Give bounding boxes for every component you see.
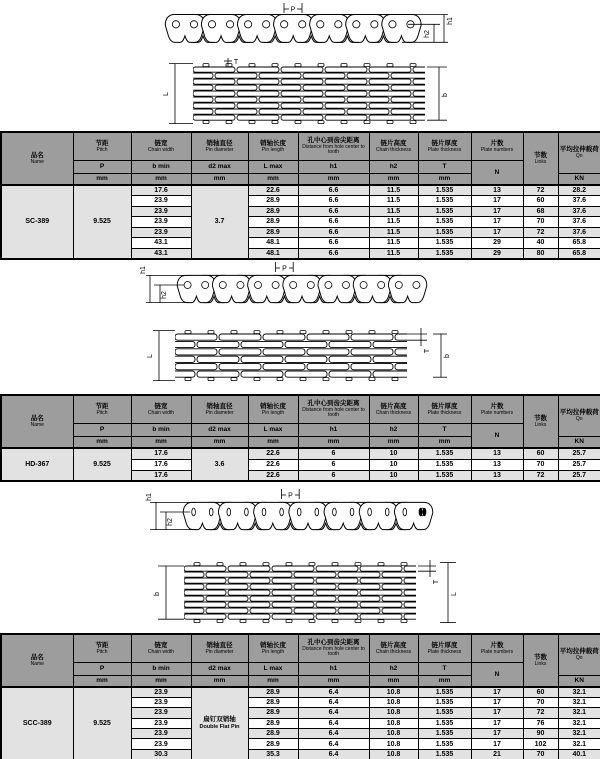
unit-mm: mm: [191, 675, 248, 687]
sc389-plan-view-diagram: [155, 57, 455, 130]
chain-width-cell: 23.9: [131, 687, 191, 697]
cell: 1.535: [418, 459, 471, 470]
cell: 28.9: [248, 227, 298, 238]
cell: 10.8: [369, 687, 418, 697]
scc389-side-view-diagram: [140, 486, 475, 552]
col-header-load: 平均拉伸载荷 Qo: [558, 132, 600, 173]
unit-mm: mm: [248, 675, 298, 687]
cell: 37.6: [558, 227, 600, 238]
col-name-en: Name: [30, 158, 44, 165]
col-header-name: 品名 Name: [1, 634, 73, 687]
sym-plate-numbers: N: [471, 423, 523, 448]
cell: 28.9: [248, 708, 298, 718]
unit-mm: mm: [418, 173, 471, 185]
unit-mm: mm: [298, 675, 369, 687]
cell: 80: [523, 248, 558, 259]
sym-plate-numbers: N: [471, 160, 523, 185]
chain-width-cell: 23.9: [131, 206, 191, 217]
sym-plate-thickness: T: [418, 662, 471, 675]
cell: 17: [471, 206, 523, 217]
unit-mm: mm: [73, 436, 131, 448]
col-header-chain-width: 链宽 Chain width: [131, 395, 191, 423]
cell: 48.1: [248, 248, 298, 259]
sym-plate-thickness: T: [418, 423, 471, 436]
sym-chain-width: b min: [131, 662, 191, 675]
hd367-plan-view-diagram: [145, 326, 465, 390]
col-header-pitch: 节距 Pitch: [73, 634, 131, 662]
dim-label-h2: h2: [424, 30, 431, 38]
product-name-cell: SCC-389: [1, 687, 73, 759]
cell: 22.6: [248, 448, 298, 459]
cell: 1.535: [418, 749, 471, 759]
table-body: [1, 687, 600, 759]
col-header-pin-diameter: 销轴直径 Pin diameter: [191, 132, 248, 160]
table-body: [1, 185, 600, 259]
cell: 90: [523, 729, 558, 739]
col-header-plate-numbers: 片数 Plate numbers: [471, 395, 523, 423]
cell: 1.535: [418, 718, 471, 728]
sym-plate-numbers: N: [471, 662, 523, 687]
cell: 6.6: [298, 206, 369, 217]
cell: 28.9: [248, 729, 298, 739]
unit-kn: KN: [558, 173, 600, 185]
cell: 28.9: [248, 697, 298, 707]
col-header-distance: 孔中心到齿尖距离 Distance from hole center to tooth: [298, 132, 369, 160]
cell: 72: [523, 470, 558, 481]
col-header-links: 节数 Links: [523, 395, 558, 448]
cell: 1.535: [418, 196, 471, 207]
unit-mm: mm: [131, 436, 191, 448]
chain-width-cell: 23.9: [131, 697, 191, 707]
unit-mm: mm: [369, 173, 418, 185]
cell: 6.6: [298, 217, 369, 228]
cell: 6.6: [298, 196, 369, 207]
unit-mm: mm: [191, 173, 248, 185]
cell: 10.8: [369, 708, 418, 718]
chain-width-cell: 30.3: [131, 749, 191, 759]
cell: 25.7: [558, 459, 600, 470]
cell: 72: [523, 185, 558, 196]
chain-width-cell: 23.9: [131, 739, 191, 749]
chain-width-cell: 17.6: [131, 448, 191, 459]
cell: 1.535: [418, 729, 471, 739]
col-header-plate-numbers: 片数 Plate numbers: [471, 634, 523, 662]
table-row: [1, 687, 600, 697]
cell: 11.5: [369, 206, 418, 217]
table-body: [1, 448, 600, 481]
col-header-plate-numbers: 片数 Plate numbers: [471, 132, 523, 160]
cell: 65.8: [558, 238, 600, 249]
cell: 21: [471, 749, 523, 759]
dim-label-b: b: [442, 93, 449, 97]
sym-chain-width: b min: [131, 160, 191, 173]
cell: 1.535: [418, 448, 471, 459]
cell: 13: [471, 459, 523, 470]
chain-width-cell: 23.9: [131, 708, 191, 718]
col-header-pin-diameter: 销轴直径 Pin diameter: [191, 634, 248, 662]
cell: 10: [369, 459, 418, 470]
col-header-plate-thickness: 链片厚度 Plate thickness: [418, 634, 471, 662]
unit-mm: mm: [73, 173, 131, 185]
cell: 40: [523, 238, 558, 249]
cell: 65.8: [558, 248, 600, 259]
col-header-load: 平均拉伸载荷 Qo: [558, 395, 600, 436]
cell: 17: [471, 697, 523, 707]
cell: 13: [471, 448, 523, 459]
cell: 10: [369, 448, 418, 459]
dim-label-h2: h2: [167, 518, 174, 526]
col-header-chain-thickness: 链片高度 Chain thickness: [369, 395, 418, 423]
cell: 11.5: [369, 217, 418, 228]
cell: 28.2: [558, 185, 600, 196]
dim-label-p: P: [290, 6, 296, 14]
cell: 28.9: [248, 196, 298, 207]
cell: 1.535: [418, 217, 471, 228]
pin-diameter-cn: 扁钉双销轴: [203, 716, 236, 724]
cell: 6: [298, 459, 369, 470]
cell: 6.4: [298, 687, 369, 697]
cell: 10.8: [369, 739, 418, 749]
sym-pin-length: L max: [248, 423, 298, 436]
sym-chain-thickness: h2: [369, 160, 418, 173]
cell: 6.4: [298, 718, 369, 728]
cell: 1.535: [418, 697, 471, 707]
col-header-chain-thickness: 链片高度 Chain thickness: [369, 132, 418, 160]
chain-width-cell: 23.9: [131, 217, 191, 228]
cell: 11.5: [369, 248, 418, 259]
cell: 1.535: [418, 185, 471, 196]
cell: 68: [523, 206, 558, 217]
cell: 72: [523, 227, 558, 238]
unit-mm: mm: [248, 436, 298, 448]
cell: 11.5: [369, 238, 418, 249]
cell: 10.8: [369, 749, 418, 759]
black-flat-pin: [423, 508, 427, 516]
sym-pin-length: L max: [248, 160, 298, 173]
unit-mm: mm: [73, 675, 131, 687]
pitch-cell: 9.525: [73, 687, 131, 759]
chain-width-cell: 43.1: [131, 238, 191, 249]
col-header-plate-thickness: 链片厚度 Plate thickness: [418, 395, 471, 423]
spec-table-sc-389: [0, 131, 600, 260]
col-name-cn: 品名: [30, 151, 44, 159]
pitch-cell: 9.525: [73, 185, 131, 259]
table-row: [1, 448, 600, 459]
cell: 17: [471, 718, 523, 728]
cell: 13: [471, 185, 523, 196]
cell: 70: [523, 749, 558, 759]
cell: 60: [523, 448, 558, 459]
col-header-distance: 孔中心到齿尖距离 Distance from hole center to tooth: [298, 395, 369, 423]
cell: 1.535: [418, 470, 471, 481]
cell: 28.9: [248, 718, 298, 728]
cell: 37.6: [558, 217, 600, 228]
cell: 28.9: [248, 687, 298, 697]
dim-label-t: T: [233, 59, 239, 66]
col-header-pitch: 节距 Pitch: [73, 395, 131, 423]
cell: 25.7: [558, 448, 600, 459]
dim-label-h1: h1: [146, 493, 153, 501]
sym-distance: h1: [298, 160, 369, 173]
cell: 29: [471, 248, 523, 259]
product-name-cell: SC-389: [1, 185, 73, 259]
unit-kn: KN: [558, 436, 600, 448]
cell: 1.535: [418, 227, 471, 238]
cell: 25.7: [558, 470, 600, 481]
spec-table-hd-367: [0, 394, 600, 482]
col-header-plate-thickness: 链片厚度 Plate thickness: [418, 132, 471, 160]
col-header-chain-thickness: 链片高度 Chain thickness: [369, 634, 418, 662]
sym-distance: h1: [298, 662, 369, 675]
cell: 11.5: [369, 196, 418, 207]
scc389-plan-view-diagram: [140, 554, 480, 632]
cell: 1.535: [418, 206, 471, 217]
product-name-cell: HD-367: [1, 448, 73, 481]
dim-label-h2: h2: [161, 291, 168, 299]
col-header-pin-length: 销轴长度 Pin length: [248, 132, 298, 160]
col-header-chain-width: 链宽 Chain width: [131, 132, 191, 160]
col-header-load: 平均拉伸载荷 Qo: [558, 634, 600, 675]
spec-table-scc-389: [0, 633, 600, 759]
sym-pin-length: L max: [248, 662, 298, 675]
col-header-chain-width: 链宽 Chain width: [131, 634, 191, 662]
dim-label-l: L: [163, 92, 170, 96]
cell: 70: [523, 697, 558, 707]
cell: 6.4: [298, 739, 369, 749]
cell: 17: [471, 687, 523, 697]
cell: 6.4: [298, 749, 369, 759]
sym-pitch: P: [73, 423, 131, 436]
col-header-links: 节数 Links: [523, 132, 558, 185]
black-flat-pin: [419, 508, 423, 516]
chain-width-cell: 17.6: [131, 470, 191, 481]
cell: 1.535: [418, 238, 471, 249]
cell: 6: [298, 470, 369, 481]
cell: 22.6: [248, 459, 298, 470]
cell: 17: [471, 739, 523, 749]
cell: 32.1: [558, 729, 600, 739]
col-header-name: 品名 Name: [1, 395, 73, 448]
cell: 22.6: [248, 470, 298, 481]
cell: 37.6: [558, 196, 600, 207]
cell: 6.6: [298, 238, 369, 249]
cell: 60: [523, 687, 558, 697]
col-header-pin-length: 销轴长度 Pin length: [248, 395, 298, 423]
dim-label-l: L: [451, 592, 458, 596]
sym-chain-width: b min: [131, 423, 191, 436]
cell: 70: [523, 217, 558, 228]
table-row: [1, 185, 600, 196]
cell: 37.6: [558, 206, 600, 217]
cell: 72: [523, 708, 558, 718]
cell: 32.1: [558, 687, 600, 697]
chain-width-cell: 23.9: [131, 729, 191, 739]
col-header-pin-length: 销轴长度 Pin length: [248, 634, 298, 662]
unit-mm: mm: [369, 436, 418, 448]
cell: 17: [471, 196, 523, 207]
cell: 40.1: [558, 749, 600, 759]
cell: 28.9: [248, 206, 298, 217]
col-header-distance: 孔中心到齿尖距离 Distance from hole center to tooth: [298, 634, 369, 662]
col-header-pin-diameter: 销轴直径 Pin diameter: [191, 395, 248, 423]
cell: 17: [471, 227, 523, 238]
cell: 17: [471, 708, 523, 718]
cell: 1.535: [418, 739, 471, 749]
cell: 11.5: [369, 227, 418, 238]
cell: 6.4: [298, 708, 369, 718]
sym-pin-diameter: d2 max: [191, 160, 248, 173]
sym-distance: h1: [298, 423, 369, 436]
pin-diameter-cell: 3.7: [191, 185, 248, 259]
col-header-pitch: 节距 Pitch: [73, 132, 131, 160]
sym-pin-diameter: d2 max: [191, 662, 248, 675]
cell: 13: [471, 470, 523, 481]
dim-label-h1: h1: [140, 266, 147, 274]
unit-mm: mm: [418, 675, 471, 687]
cell: 48.1: [248, 238, 298, 249]
cell: 29: [471, 238, 523, 249]
cell: 10.8: [369, 718, 418, 728]
chain-width-cell: 17.6: [131, 185, 191, 196]
pin-diameter-cell: [191, 687, 248, 759]
unit-mm: mm: [298, 173, 369, 185]
sym-pin-diameter: d2 max: [191, 423, 248, 436]
unit-mm: mm: [298, 436, 369, 448]
sym-pitch: P: [73, 662, 131, 675]
cell: 32.1: [558, 739, 600, 749]
cell: 35.3: [248, 749, 298, 759]
cell: 102: [523, 739, 558, 749]
chain-width-cell: 17.6: [131, 459, 191, 470]
cell: 17: [471, 729, 523, 739]
unit-kn: KN: [558, 675, 600, 687]
unit-mm: mm: [191, 436, 248, 448]
col-header-name: [1, 132, 73, 185]
cell: 10.8: [369, 729, 418, 739]
col-header-links: 节数 Links: [523, 634, 558, 687]
pin-diameter-en: Double Flat Pin: [199, 724, 240, 731]
sym-plate-thickness: T: [418, 160, 471, 173]
cell: 10: [369, 470, 418, 481]
cell: 6.4: [298, 697, 369, 707]
dim-label-b: b: [154, 592, 161, 596]
unit-mm: mm: [131, 675, 191, 687]
chain-width-cell: 43.1: [131, 248, 191, 259]
cell: 6.4: [298, 729, 369, 739]
cell: 22.6: [248, 185, 298, 196]
cell: 11.5: [369, 185, 418, 196]
unit-mm: mm: [248, 173, 298, 185]
cell: 70: [523, 459, 558, 470]
cell: 32.1: [558, 697, 600, 707]
dim-label-t: T: [424, 348, 431, 354]
cell: 6.6: [298, 248, 369, 259]
cell: 1.535: [418, 248, 471, 259]
cell: 6.6: [298, 227, 369, 238]
sc389-side-view-diagram: [150, 0, 460, 57]
chain-width-cell: 23.9: [131, 718, 191, 728]
cell: 1.535: [418, 708, 471, 718]
unit-mm: mm: [369, 675, 418, 687]
sym-chain-thickness: h2: [369, 423, 418, 436]
cell: 6.6: [298, 185, 369, 196]
unit-mm: mm: [418, 436, 471, 448]
cell: 1.535: [418, 687, 471, 697]
hd367-side-view-diagram: [140, 259, 460, 325]
cell: 60: [523, 196, 558, 207]
cell: 17: [471, 217, 523, 228]
sym-pitch: P: [73, 160, 131, 173]
cell: 28.9: [248, 739, 298, 749]
chain-width-cell: 23.9: [131, 196, 191, 207]
dim-label-b: b: [444, 354, 451, 358]
sym-chain-thickness: h2: [369, 662, 418, 675]
cell: 6: [298, 448, 369, 459]
dim-label-p: P: [282, 265, 287, 273]
pin-diameter-cell: 3.6: [191, 448, 248, 481]
cell: 10.8: [369, 697, 418, 707]
chain-width-cell: 23.9: [131, 227, 191, 238]
pitch-cell: 9.525: [73, 448, 131, 481]
cell: 32.1: [558, 718, 600, 728]
cell: 28.9: [248, 217, 298, 228]
cell: 32.1: [558, 708, 600, 718]
dim-label-l: L: [147, 354, 154, 358]
dim-label-t: T: [433, 579, 440, 585]
dim-label-h1: h1: [447, 17, 454, 25]
dim-label-p: P: [288, 492, 293, 500]
cell: 76: [523, 718, 558, 728]
unit-mm: mm: [131, 173, 191, 185]
